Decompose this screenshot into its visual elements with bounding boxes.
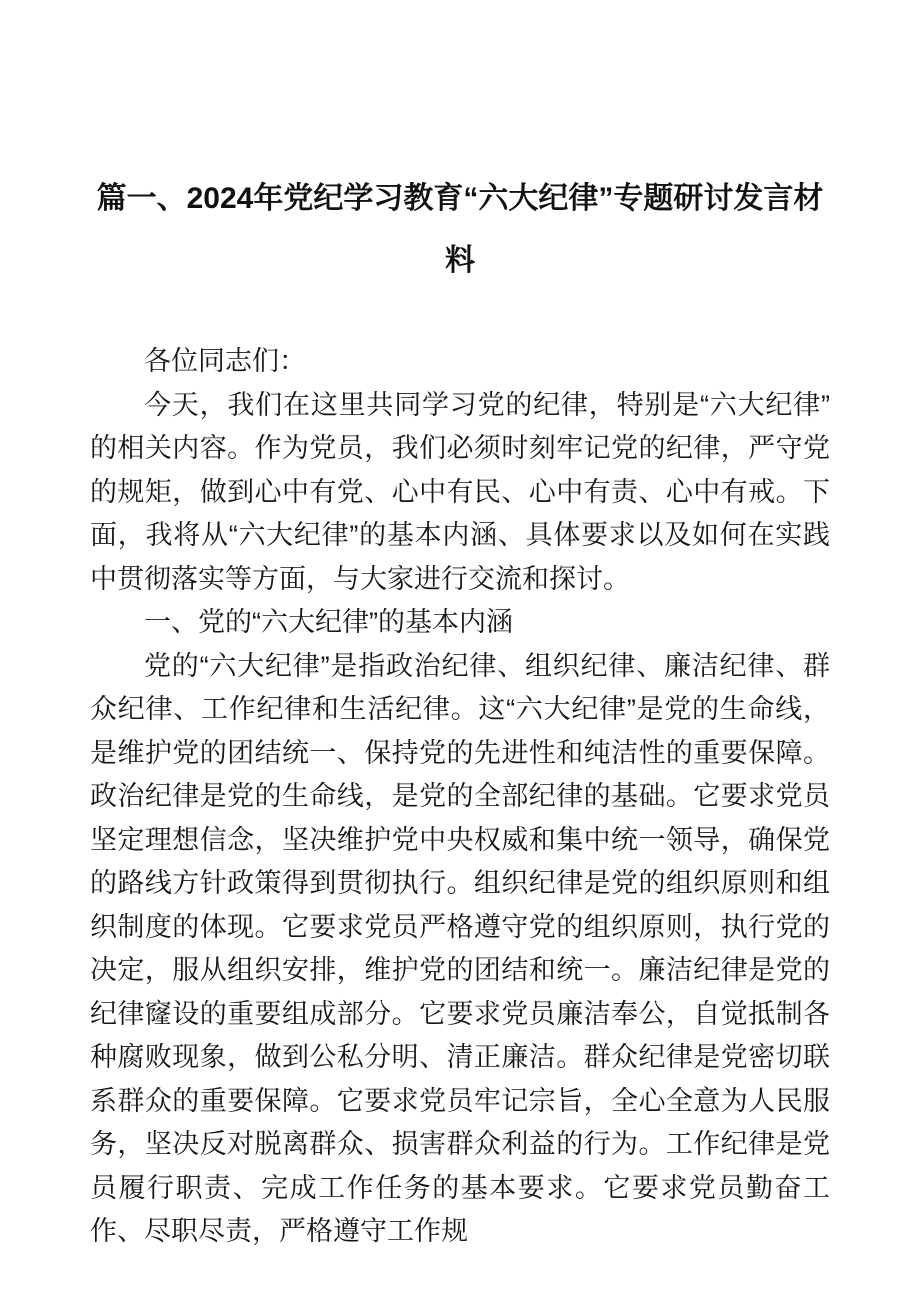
paragraph-salutation: 各位同志们：: [144, 346, 306, 376]
document-title-line-1: 篇一、2024年党纪学习教育“六大纪律”专题研讨发言材: [96, 182, 824, 215]
document-title: [90, 168, 830, 292]
paragraph-section-1-body: 党的“六大纪律”是指政治纪律、组织纪律、廉洁纪律、群众纪律、工作纪律和生活纪律。这“六大纪律”是党的生命线，是维护党的团结统一、保持党的先进性和纯洁性的重要保障。政治纪律是党的生命线，是党的全部纪律的基础。它要求党员坚定理想信念，坚决维护党中央权威和集中统一领导，确保党的路线方针政策得到贯彻执行。组织纪律是党的组织原则和组织制度的体现。它要求党员严格遵守党的组织原则，执行党的决定，服从组织安排，维护党的团结和统一。廉洁纪律是党的纪律窿设的重要组成部分。它要求党员廉洁奉公，自觉抵制各种腐败现象，做到公私分明、清正廉洁。群众纪律是党密切联系群众的重要保障。它要求党员牢记宗旨，全心全意为人民服务，坚决反对脱离群众、损害群众利益的行为。工作纪律是党员履行职责、完成工作任务的基本要求。它要求党员勤奋工作、尽职尽责，严格遵守工作规: [90, 650, 830, 1246]
document-title-line-2: 料: [445, 244, 475, 277]
paragraph-intro: 今天，我们在这里共同学习党的纪律，特别是“六大纪律”的相关内容。作为党员，我们必须时刻牢记党的纪律，严守党的规矩，做到心中有党、心中有民、心中有责、心中有戒。下面，我将从“六大纪律”的基本内涵、具体要求以及如何在实践中贯彻落实等方面，与大家进行交流和探讨。: [90, 389, 830, 594]
section-heading-1: 一、党的“六大纪律”的基本内涵: [144, 607, 513, 637]
